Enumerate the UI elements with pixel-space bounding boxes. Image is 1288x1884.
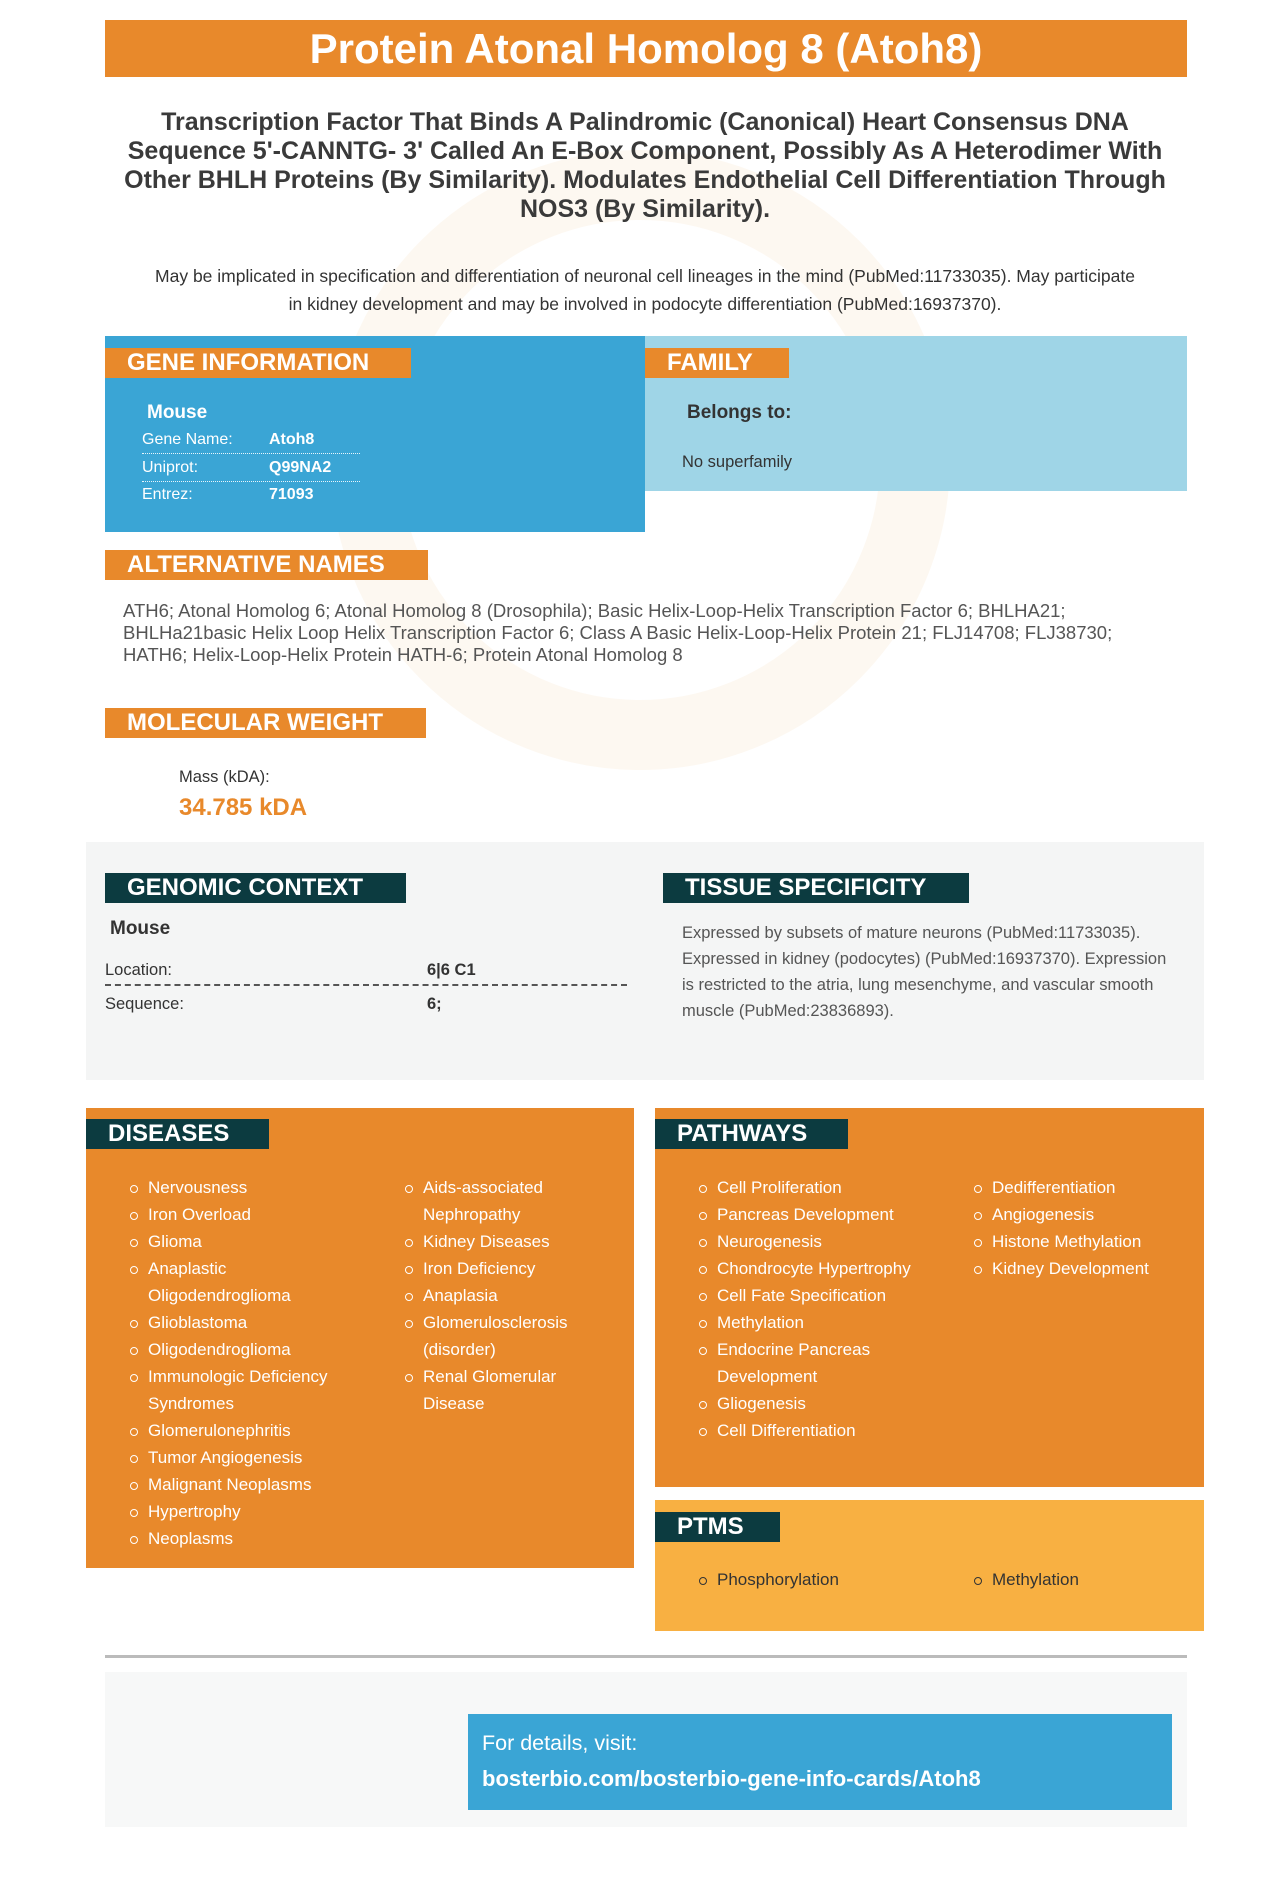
disease-item: Malignant Neoplasms bbox=[128, 1471, 358, 1498]
uniprot-label: Uniprot: bbox=[142, 459, 199, 476]
disease-item: Kidney Diseases bbox=[403, 1228, 613, 1255]
alternative-names-heading: ALTERNATIVE NAMES bbox=[105, 550, 428, 580]
pathway-item: Neurogenesis bbox=[697, 1228, 927, 1255]
location-row bbox=[105, 956, 627, 986]
sequence-label: Sequence: bbox=[105, 995, 184, 1013]
disease-item: Immunologic Deficiency Syndromes bbox=[128, 1363, 358, 1417]
entrez-value: 71093 bbox=[269, 486, 314, 503]
pathways-list-col1 bbox=[697, 1174, 927, 1444]
footer-divider bbox=[105, 1655, 1187, 1658]
ptm-item: Phosphorylation bbox=[697, 1566, 927, 1593]
pathway-item: Angiogenesis bbox=[972, 1201, 1192, 1228]
gene-name-label: Gene Name: bbox=[142, 431, 233, 448]
pathway-item: Methylation bbox=[697, 1309, 927, 1336]
family-belongs-label: Belongs to: bbox=[687, 402, 792, 423]
disease-item: Nervousness bbox=[128, 1174, 358, 1201]
gene-information-heading: GENE INFORMATION bbox=[105, 348, 411, 378]
tissue-specificity-heading: TISSUE SPECIFICITY bbox=[663, 873, 969, 903]
pathway-item: Cell Proliferation bbox=[697, 1174, 927, 1201]
function-summary: May be implicated in specification and differentiation of neuronal cell lineages in the mind (PubMed:11733035). May participate in kidney development and may be involved in podocyte differentiation (PubMed:16937370). bbox=[155, 266, 1135, 314]
diseases-heading: DISEASES bbox=[86, 1119, 269, 1149]
footer-label: For details, visit: bbox=[482, 1731, 638, 1755]
uniprot-row bbox=[142, 456, 360, 482]
disease-item: Neoplasms bbox=[128, 1525, 358, 1552]
gene-species: Mouse bbox=[147, 402, 208, 423]
pathway-item: Endocrine Pancreas Development bbox=[697, 1336, 927, 1390]
ptms-heading: PTMS bbox=[655, 1512, 780, 1542]
pathway-item: Dedifferentiation bbox=[972, 1174, 1192, 1201]
ptms-list-col1 bbox=[697, 1566, 927, 1593]
entrez-row bbox=[142, 483, 360, 509]
molecular-weight-heading: MOLECULAR WEIGHT bbox=[105, 708, 426, 738]
gene-name-value: Atoh8 bbox=[269, 431, 315, 448]
gene-name-row bbox=[142, 428, 360, 454]
page-title: Protein Atonal Homolog 8 (Atoh8) bbox=[105, 20, 1187, 77]
family-value: No superfamily bbox=[682, 453, 793, 471]
disease-item: Glioblastoma bbox=[128, 1309, 358, 1336]
location-label: Location: bbox=[105, 961, 172, 979]
disease-item: Anaplastic Oligodendroglioma bbox=[128, 1255, 358, 1309]
disease-item: Renal Glomerular Disease bbox=[403, 1363, 613, 1417]
disease-item: Hypertrophy bbox=[128, 1498, 358, 1525]
diseases-list-col2 bbox=[403, 1174, 613, 1417]
pathways-list-col2 bbox=[972, 1174, 1192, 1282]
disease-item: Glomerulonephritis bbox=[128, 1417, 358, 1444]
pathway-item: Chondrocyte Hypertrophy bbox=[697, 1255, 927, 1282]
mass-value: 34.785 kDA bbox=[179, 794, 308, 821]
disease-item: Glomerulosclerosis (disorder) bbox=[403, 1309, 613, 1363]
location-value: 6|6 C1 bbox=[427, 961, 476, 979]
disease-item: Iron Deficiency bbox=[403, 1255, 613, 1282]
genomic-context-heading: GENOMIC CONTEXT bbox=[105, 873, 406, 903]
pathway-item: Cell Fate Specification bbox=[697, 1282, 927, 1309]
disease-item: Tumor Angiogenesis bbox=[128, 1444, 358, 1471]
disease-item: Glioma bbox=[128, 1228, 358, 1255]
footer-link-box[interactable] bbox=[468, 1714, 1172, 1810]
ptms-list-col2 bbox=[972, 1566, 1192, 1593]
entrez-label: Entrez: bbox=[142, 486, 193, 503]
disease-item: Aids-associated Nephropathy bbox=[403, 1174, 613, 1228]
pathways-heading: PATHWAYS bbox=[655, 1119, 848, 1149]
disease-item: Iron Overload bbox=[128, 1201, 358, 1228]
disease-item: Oligodendroglioma bbox=[128, 1336, 358, 1363]
sequence-row bbox=[105, 990, 627, 1020]
pathway-item: Histone Methylation bbox=[972, 1228, 1192, 1255]
alternative-names-text: ATH6; Atonal Homolog 6; Atonal Homolog 8 (Drosophila); Basic Helix-Loop-Helix Transcription Factor 6; BHLHA21; BHLHa21basic Helix Loop Helix Transcription Factor 6; Class A Basic Helix-Loop-Helix Protein 21; FLJ14708; FLJ38730; HATH6; Helix-Loop-Helix Protein HATH-6; Protein Atonal Homolog 8 bbox=[123, 600, 1113, 665]
tissue-specificity-text: Expressed by subsets of mature neurons (PubMed:11733035). Expressed in kidney (podocytes) (PubMed:16937370). Expression is restricted to the atria, lung mesenchyme, and vascular smooth muscle (PubMed:23836893). bbox=[682, 924, 1167, 1020]
mass-label: Mass (kDA): bbox=[179, 768, 270, 786]
pathway-item: Cell Differentiation bbox=[697, 1417, 927, 1444]
pathway-item: Pancreas Development bbox=[697, 1201, 927, 1228]
footer-url-link[interactable]: bosterbio.com/bosterbio-gene-info-cards/Atoh8 bbox=[482, 1766, 981, 1791]
pathway-item: Gliogenesis bbox=[697, 1390, 927, 1417]
pathway-item: Kidney Development bbox=[972, 1255, 1192, 1282]
uniprot-value: Q99NA2 bbox=[269, 459, 332, 476]
family-heading: FAMILY bbox=[645, 348, 789, 378]
disease-item: Anaplasia bbox=[403, 1282, 613, 1309]
sequence-value: 6; bbox=[427, 995, 442, 1013]
diseases-list-col1 bbox=[128, 1174, 358, 1552]
function-headline: Transcription Factor That Binds A Palindromic (Canonical) Heart Consensus DNA Sequence 5'-CANNTG- 3' Called An E-Box Component, Possibly As A Heterodimer With Other BHLH Proteins (By Similarity). Modulates Endothelial Cell Differentiation Through NOS3 (By Similarity). bbox=[124, 108, 1166, 223]
ptm-item: Methylation bbox=[972, 1566, 1192, 1593]
genomic-species: Mouse bbox=[110, 918, 171, 939]
